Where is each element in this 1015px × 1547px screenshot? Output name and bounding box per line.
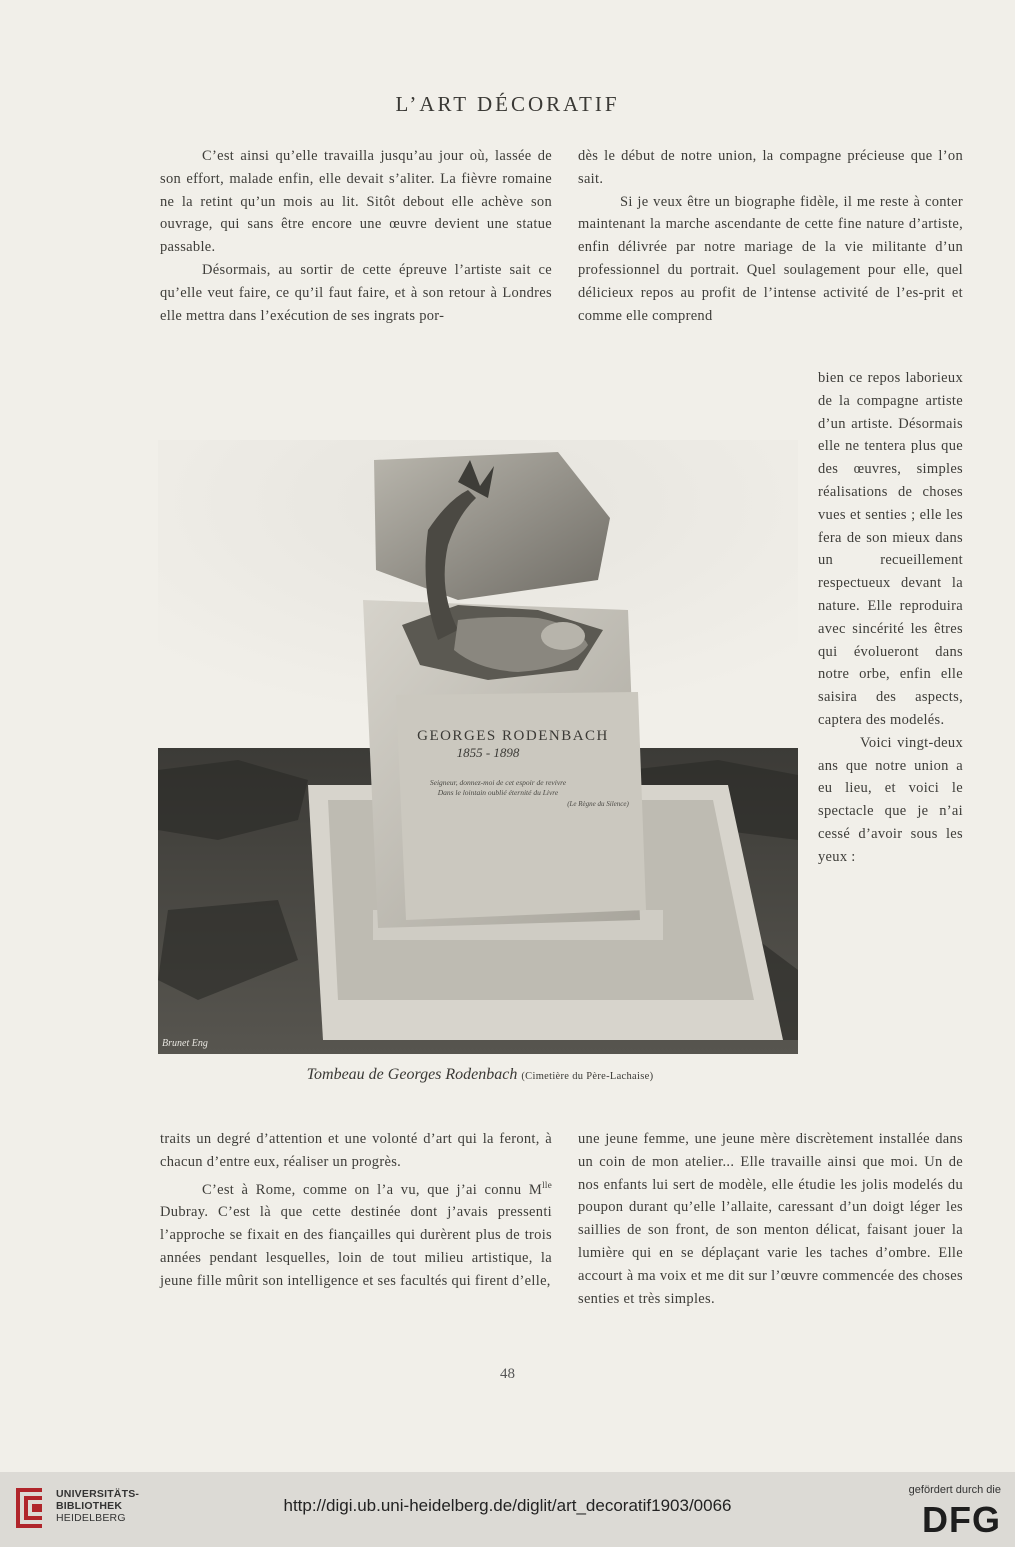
tomb-inscription-years: 1855 - 1898 xyxy=(456,745,520,760)
permalink-url[interactable]: http://digi.ub.uni-heidelberg.de/diglit/art_decoratif1903/0066 xyxy=(283,1496,732,1515)
text-column-right-narrow xyxy=(818,367,963,869)
paragraph xyxy=(160,1174,552,1293)
figure-caption xyxy=(160,1066,800,1084)
superscript-lle: lle xyxy=(542,1179,552,1190)
paragraph: une jeune femme, une jeune mère discrètement installée dans un coin de mon atelier... Elle travaille ainsi que moi. Un de nos enfants lui sert de modèle, elle étudie les jolis modelés du poupon durant qu’elle l’allaite, caressant d’un doigt léger les saillies de son front, de son menton délicat, faisant jouer la lumière qui en se déplaçant varie les taches d’ombre. Elle accourt à ma voix et me dit sur l’œuvre commencée des choses senties et très simples. xyxy=(578,1131,963,1307)
tomb-inscription-verse-2: Dans le lointain oublié éternité du Livre xyxy=(437,788,559,797)
dfg-logo: DFG xyxy=(922,1499,1001,1540)
digitization-footer xyxy=(0,1472,1015,1547)
paragraph-rest: Dubray. C’est là que cette destinée dont j’avais pressenti l’approche se fixait en des fiançailles qui durèrent plus de trois années pendant lesquelles, loin de tout milieu artistique, la jeune fille mûrit son intelligence et ses facultés qui firent d’elle, xyxy=(160,1204,552,1289)
engraver-mark: Brunet Eng xyxy=(162,1038,208,1049)
page-number: 48 xyxy=(500,1366,515,1382)
paragraph: dès le début de notre union, la compagne précieuse que l’on sait. xyxy=(578,148,963,187)
paragraph: C’est ainsi qu’elle travailla jusqu’au jour où, lassée de son effort, malade enfin, elle devait s’aliter. La fièvre romaine ne la retint qu’un mois au lit. Sitôt debout elle achève son ouvrage, qui sans être encore une œuvre devient une statue passable. xyxy=(160,148,552,256)
paragraph-start: C’est à Rome, comme on l’a vu, que j’ai connu M xyxy=(202,1181,543,1198)
text-column-left-bottom xyxy=(160,1128,552,1292)
caption-location: (Cimetière du Père-Lachaise) xyxy=(521,1071,654,1082)
library-name-line: HEIDELBERG xyxy=(56,1512,126,1524)
tomb-inscription-verse-1: Seigneur, donnez-moi de cet espoir de revivre xyxy=(429,778,567,787)
tomb-inscription-name: GEORGES RODENBACH xyxy=(417,728,609,744)
text-column-left-top xyxy=(160,145,552,327)
library-name-line: BIBLIOTHEK xyxy=(56,1500,123,1512)
tomb-illustration xyxy=(158,440,798,1054)
tomb-photograph xyxy=(158,440,798,1054)
text-column-right-top xyxy=(578,145,963,327)
library-name-line: UNIVERSITÄTS- xyxy=(56,1488,140,1500)
paragraph: traits un degré d’attention et une volonté d’art qui la feront, à chacun d’entre eux, réaliser un progrès. xyxy=(160,1131,552,1170)
caption-title: Tombeau de Georges Rodenbach xyxy=(306,1066,518,1083)
running-title: L’ART DÉCORATIF xyxy=(395,92,620,116)
text-column-right-bottom xyxy=(578,1128,963,1310)
funded-by-label: gefördert durch die xyxy=(908,1484,1001,1496)
paragraph: bien ce repos laborieux de la compagne artiste d’un artiste. Désormais elle ne tentera plus que des œuvres, simples réalisations de choses vues et senties ; elle les fera de son mieux dans un recueillement respectueux devant la nature. Elle reproduira avec sincérité les êtres qui évolueront dans notre orbe, enfin elle saisira des aspects, captera des modelés. xyxy=(818,370,963,728)
paragraph: Désormais, au sortir de cette épreuve l’artiste sait ce qu’elle veut faire, ce qu’il faut faire, et à son retour à Londres elle mettra dans l’exécution de ses ingrats por- xyxy=(160,261,552,324)
paragraph: Voici vingt-deux ans que notre union a eu lieu, et voici le spectacle que je n’ai cessé d’avoir sous les yeux : xyxy=(818,734,963,865)
paragraph: Si je veux être un biographe fidèle, il me reste à conter maintenant la marche ascendante de cette fine nature d’artiste, enfin délivrée par notre mariage de la vie militante d’un professionnel du portrait. Quel soulagement pour elle, quel délicieux repos au profit de l’intense activité de l’es-prit et comme elle comprend xyxy=(578,193,963,324)
tomb-inscription-signature: (Le Règne du Silence) xyxy=(567,800,629,808)
